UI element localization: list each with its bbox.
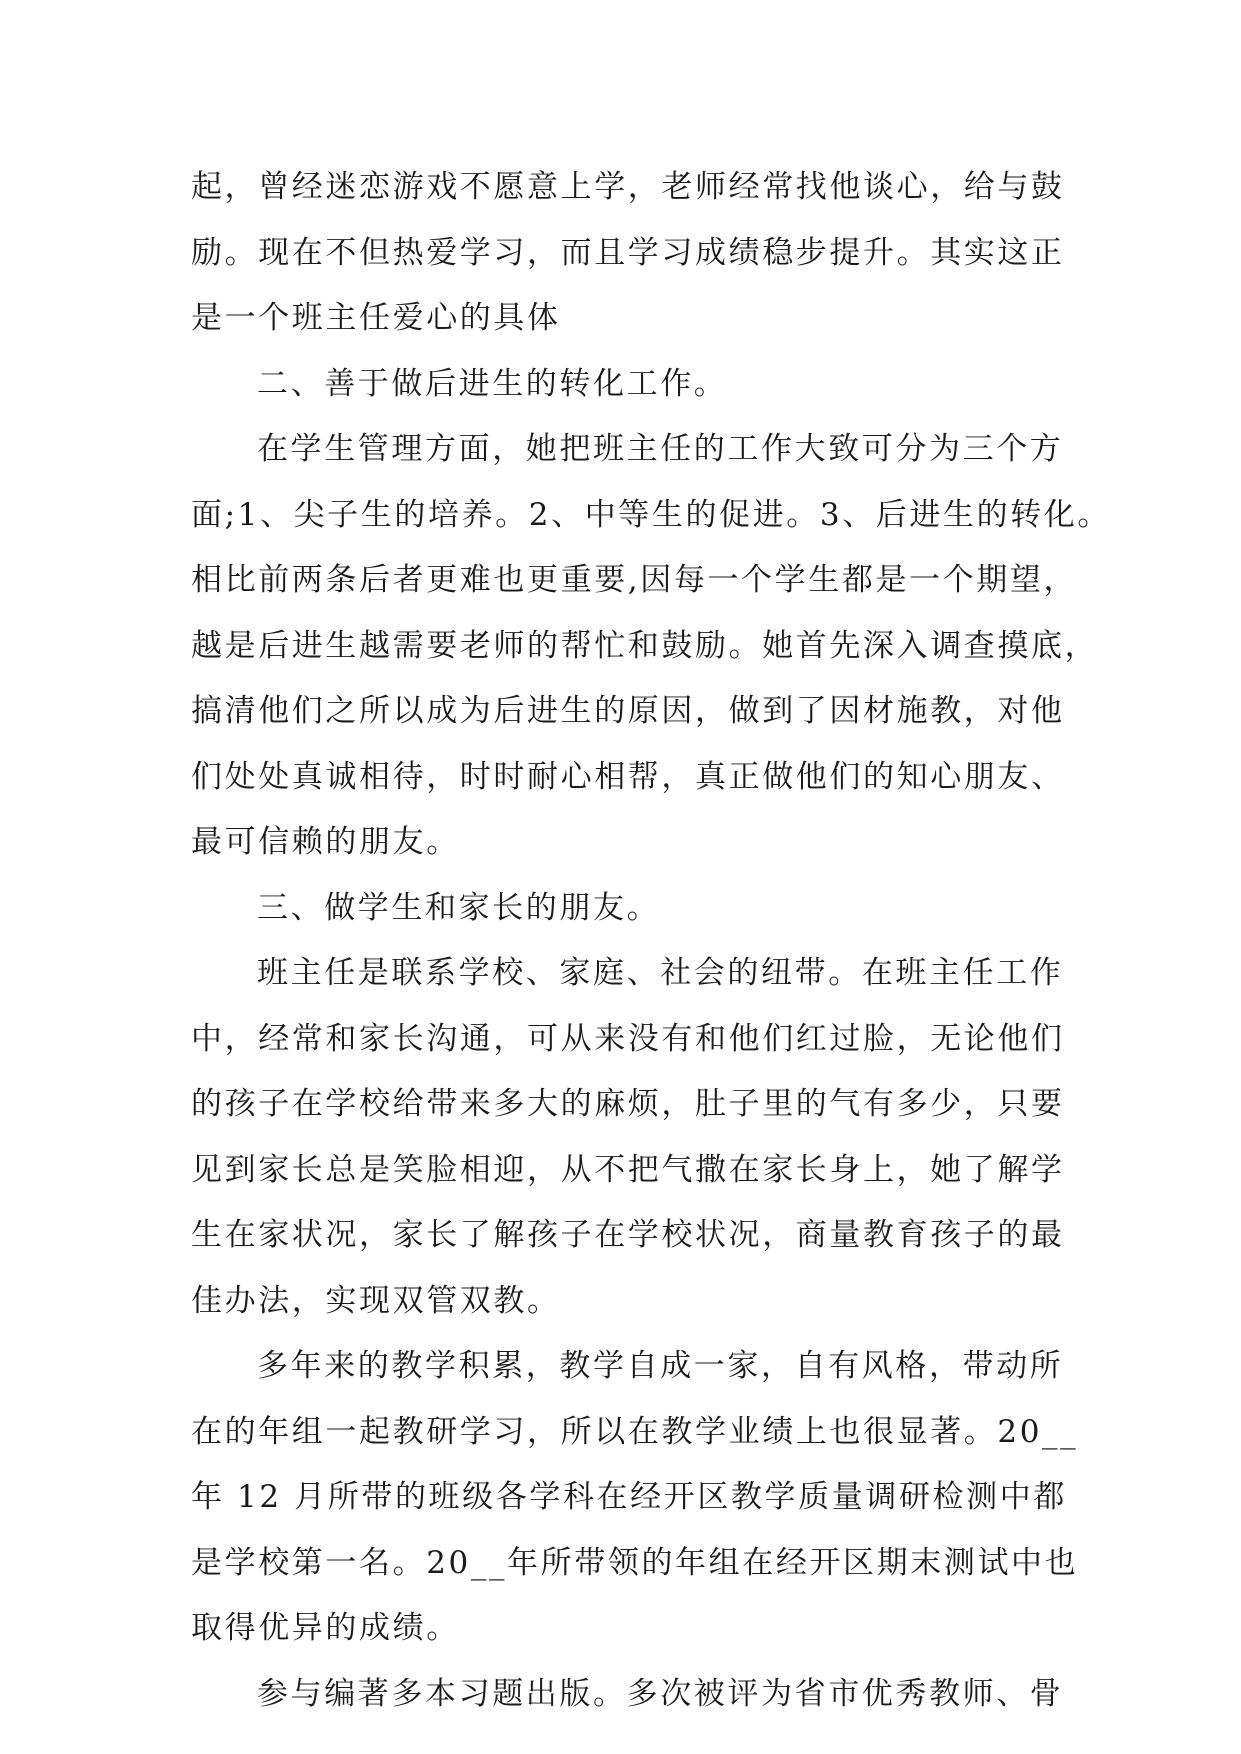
text-line: 是一个班主任爱心的具体: [191, 300, 561, 336]
text-line: 们处处真诚相待，时时耐心相帮，真正做他们的知心朋友、: [191, 758, 1065, 795]
text-line: 起，曾经迷恋游戏不愿意上学，老师经常找他谈心，给与鼓: [191, 169, 1065, 205]
text-line: 在的年组一起教研学习，所以在教学业绩上也很显著。20__: [191, 1413, 1079, 1450]
text-line: 班主任是联系学校、家庭、社会的纽带。在班主任工作: [257, 955, 1064, 991]
text-line: 是学校第一名。20__年所带领的年组在经开区期末测试中也: [191, 1544, 1079, 1581]
text-line: 多年来的教学积累，教学自成一家，自有风格，带动所: [257, 1348, 1064, 1384]
text-line: 励。现在不但热爱学习，而且学习成绩稳步提升。其实这正: [191, 234, 1065, 271]
text-line: 越是后进生越需要老师的帮忙和鼓励。她首先深入调查摸底，: [191, 627, 1099, 664]
text-line: 佳办法，实现双管双教。: [191, 1282, 561, 1319]
text-line: 取得优异的成绩。: [191, 1610, 460, 1646]
text-line: 生在家状况，家长了解孩子在学校状况，商量教育孩子的最: [191, 1217, 1065, 1253]
section-heading: 三、做学生和家长的朋友。: [257, 889, 661, 926]
text-line: 面;1、尖子生的培养。2、中等生的促进。3、后进生的转化。: [191, 496, 1112, 533]
text-line: 年 12 月所带的班级各学科在经开区教学质量调研检测中都: [191, 1479, 1067, 1515]
text-line: 参与编著多本习题出版。多次被评为省市优秀教师、骨: [257, 1675, 1064, 1712]
text-line: 的孩子在学校给带来多大的麻烦，肚子里的气有多少，只要: [191, 1086, 1065, 1122]
text-line: 搞清他们之所以成为后进生的原因，做到了因材施教，对他: [191, 693, 1065, 729]
text-line: 相比前两条后者更难也更重要,因每一个学生都是一个期望，: [191, 562, 1078, 598]
text-line: 见到家长总是笑脸相迎，从不把气撒在家长身上，她了解学: [191, 1151, 1065, 1188]
text-line: 中，经常和家长沟通，可从来没有和他们红过脸，无论他们: [191, 1020, 1065, 1057]
text-line: 在学生管理方面，她把班主任的工作大致可分为三个方: [257, 431, 1064, 467]
text-line: 最可信赖的朋友。: [191, 824, 460, 860]
document-body: [191, 155, 1112, 1727]
section-heading: 二、善于做后进生的转化工作。: [257, 365, 728, 402]
